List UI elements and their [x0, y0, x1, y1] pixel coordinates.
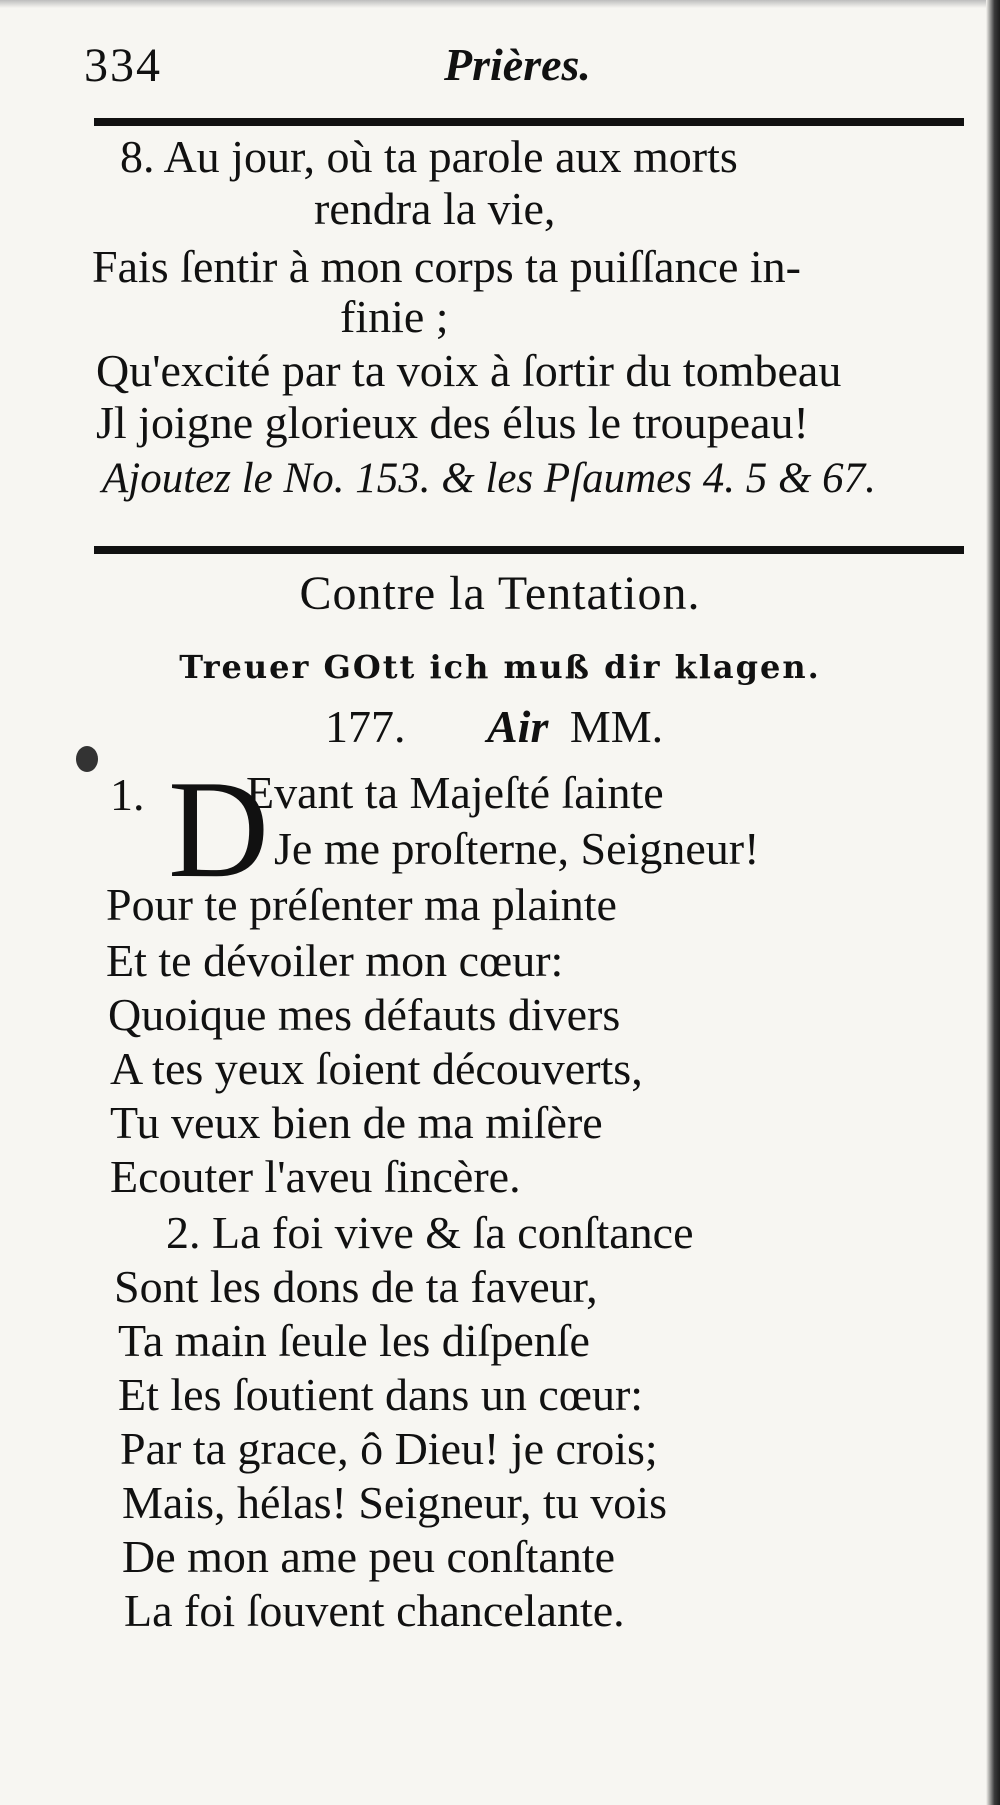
- stanza-line: La foi ſouvent chancelante.: [124, 1585, 625, 1636]
- verse-line: Jl joigne glorieux des élus le troupeau!: [96, 397, 809, 448]
- stanza-line: De mon ame peu conſtante: [122, 1531, 616, 1582]
- cross-reference: Ajoutez le No. 153. & les Pſaumes 4. 5 & 67.: [102, 455, 876, 502]
- hymn-number: 177.: [325, 701, 406, 752]
- stanza-line: Je me proſterne, Seigneur!: [274, 823, 760, 874]
- verse-line: Fais ſentir à mon corps ta puiſſance in-: [92, 241, 801, 292]
- stanza-line: Sont les dons de ta faveur,: [114, 1261, 598, 1312]
- stanza-line: Quoique mes défauts divers: [108, 989, 621, 1040]
- stanza-line: Et te dévoiler mon cœur:: [106, 935, 564, 986]
- verse-line: 8. Au jour, où ta parole aux morts: [120, 131, 738, 182]
- running-title: Prières.: [444, 39, 591, 90]
- stanza-line: Ta main ſeule les diſpenſe: [118, 1315, 590, 1366]
- stanza-line: 2. La foi vive & ſa conſtance: [166, 1207, 694, 1258]
- stanza-number: 1.: [110, 769, 145, 820]
- verse-line: Qu'excité par ta voix à ſortir du tombeau: [96, 345, 842, 396]
- air-label: Air: [487, 701, 549, 752]
- stanza-line: Mais, hélas! Seigneur, tu vois: [122, 1477, 667, 1528]
- stanza-line: Evant ta Majeſté ſainte: [246, 767, 664, 818]
- stanza-line: Ecouter l'aveu ſincère.: [110, 1151, 521, 1202]
- page-number: 334: [84, 39, 162, 92]
- verse-line: rendra la vie,: [314, 183, 556, 234]
- verse-line: finie ;: [340, 291, 449, 342]
- stanza-line: Et les ſoutient dans un cœur:: [118, 1369, 644, 1420]
- stanza-line: A tes yeux ſoient découverts,: [110, 1043, 643, 1094]
- section-title: Contre la Tentation.: [299, 567, 701, 620]
- drop-cap: D: [168, 752, 270, 907]
- stanza-line: Par ta grace, ô Dieu! je crois;: [120, 1423, 658, 1474]
- air-mode: MM.: [569, 701, 664, 752]
- stanza-line: Tu veux bien de ma miſère: [110, 1097, 603, 1148]
- german-melody-title: Treuer GOtt ich muß dir klagen.: [179, 648, 821, 686]
- stanza-line: Pour te préſenter ma plainte: [106, 879, 617, 930]
